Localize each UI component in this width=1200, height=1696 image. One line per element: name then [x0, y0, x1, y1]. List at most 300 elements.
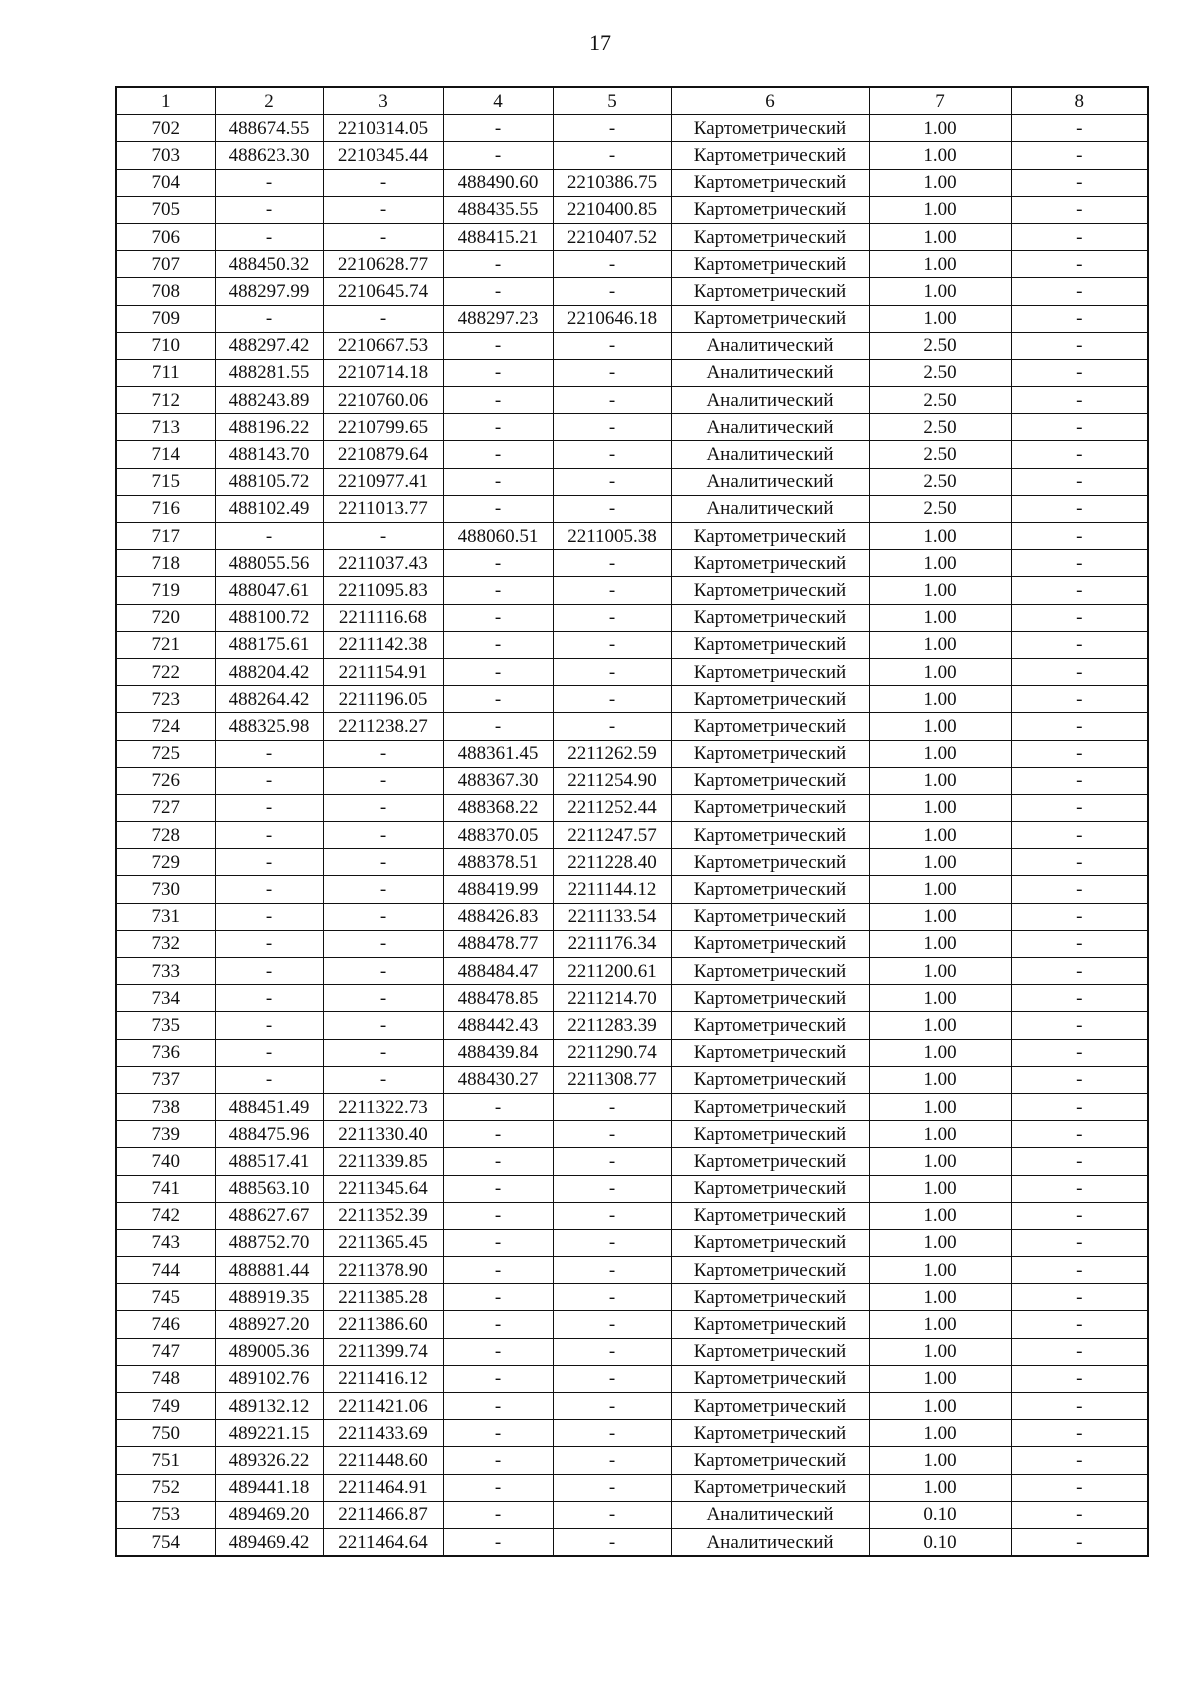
method-cell: Картометрический [671, 713, 869, 740]
y-coordinate-a-cell: 2210714.18 [323, 359, 443, 386]
method-cell: Картометрический [671, 142, 869, 169]
y-coordinate-b-cell: - [553, 1257, 671, 1284]
y-coordinate-b-cell: - [553, 658, 671, 685]
method-cell: Картометрический [671, 1039, 869, 1066]
y-coordinate-a-cell: 2211385.28 [323, 1284, 443, 1311]
y-coordinate-a-cell: - [323, 985, 443, 1012]
x-coordinate-a-cell: 488102.49 [215, 495, 323, 522]
x-coordinate-b-cell: - [443, 359, 553, 386]
table-row [116, 740, 1148, 767]
method-cell: Аналитический [671, 1528, 869, 1556]
method-cell: Картометрический [671, 196, 869, 223]
x-coordinate-b-cell: - [443, 1311, 553, 1338]
note-cell: - [1011, 495, 1148, 522]
note-cell: - [1011, 713, 1148, 740]
table-row [116, 876, 1148, 903]
method-cell: Картометрический [671, 1121, 869, 1148]
point-number-cell: 710 [116, 332, 215, 359]
x-coordinate-b-cell: - [443, 251, 553, 278]
method-cell: Картометрический [671, 1012, 869, 1039]
y-coordinate-a-cell: - [323, 223, 443, 250]
table-row [116, 550, 1148, 577]
note-cell: - [1011, 740, 1148, 767]
note-cell: - [1011, 930, 1148, 957]
table-row [116, 631, 1148, 658]
column-header-5: 5 [553, 87, 671, 115]
note-cell: - [1011, 305, 1148, 332]
accuracy-cell: 1.00 [869, 1121, 1011, 1148]
x-coordinate-a-cell: - [215, 196, 323, 223]
accuracy-cell: 1.00 [869, 1338, 1011, 1365]
table-row [116, 658, 1148, 685]
y-coordinate-a-cell: - [323, 849, 443, 876]
y-coordinate-a-cell: 2211466.87 [323, 1501, 443, 1528]
x-coordinate-b-cell: 488367.30 [443, 767, 553, 794]
x-coordinate-a-cell: 488297.42 [215, 332, 323, 359]
point-number-cell: 752 [116, 1474, 215, 1501]
table-row [116, 1365, 1148, 1392]
point-number-cell: 734 [116, 985, 215, 1012]
method-cell: Картометрический [671, 1202, 869, 1229]
note-cell: - [1011, 196, 1148, 223]
table-row [116, 196, 1148, 223]
column-header-4: 4 [443, 87, 553, 115]
method-cell: Картометрический [671, 1257, 869, 1284]
y-coordinate-b-cell: 2211214.70 [553, 985, 671, 1012]
table-row [116, 849, 1148, 876]
x-coordinate-a-cell: 488450.32 [215, 251, 323, 278]
point-number-cell: 746 [116, 1311, 215, 1338]
method-cell: Картометрический [671, 1311, 869, 1338]
y-coordinate-a-cell: - [323, 523, 443, 550]
x-coordinate-b-cell: - [443, 1501, 553, 1528]
y-coordinate-a-cell: - [323, 876, 443, 903]
accuracy-cell: 1.00 [869, 251, 1011, 278]
y-coordinate-b-cell: - [553, 387, 671, 414]
accuracy-cell: 1.00 [869, 577, 1011, 604]
point-number-cell: 724 [116, 713, 215, 740]
y-coordinate-a-cell: 2211345.64 [323, 1175, 443, 1202]
y-coordinate-b-cell: - [553, 1474, 671, 1501]
note-cell: - [1011, 1039, 1148, 1066]
point-number-cell: 733 [116, 958, 215, 985]
y-coordinate-b-cell: 2210646.18 [553, 305, 671, 332]
accuracy-cell: 1.00 [869, 1284, 1011, 1311]
y-coordinate-a-cell: 2211116.68 [323, 604, 443, 631]
y-coordinate-b-cell: - [553, 1121, 671, 1148]
table-row [116, 713, 1148, 740]
y-coordinate-a-cell: 2211095.83 [323, 577, 443, 604]
y-coordinate-b-cell: - [553, 1447, 671, 1474]
x-coordinate-a-cell: - [215, 822, 323, 849]
note-cell: - [1011, 1474, 1148, 1501]
y-coordinate-b-cell: 2211290.74 [553, 1039, 671, 1066]
x-coordinate-b-cell: - [443, 1229, 553, 1256]
y-coordinate-b-cell: - [553, 495, 671, 522]
y-coordinate-a-cell: 2211399.74 [323, 1338, 443, 1365]
method-cell: Картометрический [671, 849, 869, 876]
point-number-cell: 715 [116, 468, 215, 495]
table-row [116, 577, 1148, 604]
x-coordinate-a-cell: 489441.18 [215, 1474, 323, 1501]
accuracy-cell: 1.00 [869, 740, 1011, 767]
point-number-cell: 706 [116, 223, 215, 250]
note-cell: - [1011, 1528, 1148, 1556]
y-coordinate-b-cell: - [553, 1311, 671, 1338]
point-number-cell: 725 [116, 740, 215, 767]
point-number-cell: 754 [116, 1528, 215, 1556]
table-row [116, 305, 1148, 332]
point-number-cell: 721 [116, 631, 215, 658]
accuracy-cell: 1.00 [869, 713, 1011, 740]
y-coordinate-a-cell: - [323, 822, 443, 849]
table-row [116, 1121, 1148, 1148]
method-cell: Аналитический [671, 495, 869, 522]
method-cell: Картометрический [671, 631, 869, 658]
y-coordinate-b-cell: 2211308.77 [553, 1066, 671, 1093]
accuracy-cell: 1.00 [869, 1229, 1011, 1256]
y-coordinate-b-cell: - [553, 468, 671, 495]
x-coordinate-b-cell: - [443, 713, 553, 740]
x-coordinate-a-cell: 488105.72 [215, 468, 323, 495]
table-row [116, 1175, 1148, 1202]
point-number-cell: 718 [116, 550, 215, 577]
note-cell: - [1011, 387, 1148, 414]
accuracy-cell: 1.00 [869, 958, 1011, 985]
method-cell: Картометрический [671, 1447, 869, 1474]
accuracy-cell: 0.10 [869, 1528, 1011, 1556]
accuracy-cell: 1.00 [869, 223, 1011, 250]
note-cell: - [1011, 359, 1148, 386]
x-coordinate-a-cell: - [215, 169, 323, 196]
y-coordinate-a-cell: 2211238.27 [323, 713, 443, 740]
point-number-cell: 716 [116, 495, 215, 522]
y-coordinate-b-cell: - [553, 713, 671, 740]
x-coordinate-a-cell: - [215, 523, 323, 550]
y-coordinate-a-cell: 2211464.64 [323, 1528, 443, 1556]
table-row [116, 604, 1148, 631]
point-number-cell: 745 [116, 1284, 215, 1311]
note-cell: - [1011, 604, 1148, 631]
accuracy-cell: 1.00 [869, 1039, 1011, 1066]
note-cell: - [1011, 1501, 1148, 1528]
method-cell: Картометрический [671, 822, 869, 849]
x-coordinate-a-cell: 488623.30 [215, 142, 323, 169]
x-coordinate-a-cell: 488297.99 [215, 278, 323, 305]
accuracy-cell: 1.00 [869, 1474, 1011, 1501]
point-number-cell: 743 [116, 1229, 215, 1256]
x-coordinate-b-cell: - [443, 115, 553, 142]
table-row [116, 1039, 1148, 1066]
y-coordinate-a-cell: - [323, 169, 443, 196]
table-row [116, 523, 1148, 550]
note-cell: - [1011, 142, 1148, 169]
x-coordinate-a-cell: 488325.98 [215, 713, 323, 740]
x-coordinate-b-cell: - [443, 550, 553, 577]
y-coordinate-a-cell: 2211433.69 [323, 1420, 443, 1447]
x-coordinate-b-cell: - [443, 332, 553, 359]
column-header-3: 3 [323, 87, 443, 115]
accuracy-cell: 2.50 [869, 468, 1011, 495]
y-coordinate-a-cell: 2211196.05 [323, 686, 443, 713]
table-row [116, 1202, 1148, 1229]
x-coordinate-a-cell: - [215, 985, 323, 1012]
table-row [116, 1393, 1148, 1420]
x-coordinate-a-cell: 489469.20 [215, 1501, 323, 1528]
accuracy-cell: 1.00 [869, 903, 1011, 930]
y-coordinate-a-cell: 2211330.40 [323, 1121, 443, 1148]
x-coordinate-b-cell: - [443, 1474, 553, 1501]
note-cell: - [1011, 876, 1148, 903]
table-row [116, 1474, 1148, 1501]
method-cell: Аналитический [671, 468, 869, 495]
y-coordinate-a-cell: 2210879.64 [323, 441, 443, 468]
x-coordinate-a-cell: 488175.61 [215, 631, 323, 658]
x-coordinate-b-cell: 488490.60 [443, 169, 553, 196]
accuracy-cell: 1.00 [869, 1257, 1011, 1284]
x-coordinate-b-cell: 488060.51 [443, 523, 553, 550]
note-cell: - [1011, 658, 1148, 685]
x-coordinate-a-cell: - [215, 1039, 323, 1066]
column-header-2: 2 [215, 87, 323, 115]
point-number-cell: 732 [116, 930, 215, 957]
accuracy-cell: 1.00 [869, 658, 1011, 685]
y-coordinate-a-cell: - [323, 794, 443, 821]
x-coordinate-a-cell: 488281.55 [215, 359, 323, 386]
x-coordinate-a-cell: 488627.67 [215, 1202, 323, 1229]
x-coordinate-b-cell: - [443, 1202, 553, 1229]
method-cell: Картометрический [671, 1365, 869, 1392]
y-coordinate-b-cell: 2211133.54 [553, 903, 671, 930]
x-coordinate-a-cell: 489132.12 [215, 1393, 323, 1420]
accuracy-cell: 1.00 [869, 1148, 1011, 1175]
note-cell: - [1011, 686, 1148, 713]
y-coordinate-a-cell: 2211421.06 [323, 1393, 443, 1420]
table-row [116, 1528, 1148, 1556]
method-cell: Картометрический [671, 251, 869, 278]
method-cell: Картометрический [671, 1393, 869, 1420]
y-coordinate-b-cell: 2211005.38 [553, 523, 671, 550]
x-coordinate-a-cell: 488517.41 [215, 1148, 323, 1175]
x-coordinate-b-cell: - [443, 1148, 553, 1175]
note-cell: - [1011, 822, 1148, 849]
table-row [116, 1257, 1148, 1284]
accuracy-cell: 2.50 [869, 359, 1011, 386]
y-coordinate-a-cell: 2210345.44 [323, 142, 443, 169]
table-row [116, 822, 1148, 849]
method-cell: Картометрический [671, 686, 869, 713]
y-coordinate-b-cell: - [553, 1338, 671, 1365]
y-coordinate-b-cell: - [553, 251, 671, 278]
note-cell: - [1011, 1311, 1148, 1338]
table-row [116, 767, 1148, 794]
method-cell: Картометрический [671, 305, 869, 332]
point-number-cell: 737 [116, 1066, 215, 1093]
x-coordinate-b-cell: 488419.99 [443, 876, 553, 903]
method-cell: Картометрический [671, 1148, 869, 1175]
x-coordinate-b-cell: 488478.85 [443, 985, 553, 1012]
accuracy-cell: 2.50 [869, 414, 1011, 441]
table-row [116, 278, 1148, 305]
y-coordinate-a-cell: 2211448.60 [323, 1447, 443, 1474]
y-coordinate-b-cell: 2210386.75 [553, 169, 671, 196]
note-cell: - [1011, 1338, 1148, 1365]
method-cell: Аналитический [671, 441, 869, 468]
method-cell: Аналитический [671, 1501, 869, 1528]
note-cell: - [1011, 523, 1148, 550]
accuracy-cell: 1.00 [869, 305, 1011, 332]
accuracy-cell: 2.50 [869, 495, 1011, 522]
note-cell: - [1011, 1012, 1148, 1039]
accuracy-cell: 1.00 [869, 1420, 1011, 1447]
point-number-cell: 728 [116, 822, 215, 849]
column-header-6: 6 [671, 87, 869, 115]
accuracy-cell: 1.00 [869, 686, 1011, 713]
accuracy-cell: 1.00 [869, 876, 1011, 903]
x-coordinate-a-cell: - [215, 305, 323, 332]
table-row [116, 1420, 1148, 1447]
y-coordinate-b-cell: 2211283.39 [553, 1012, 671, 1039]
method-cell: Картометрический [671, 903, 869, 930]
y-coordinate-b-cell: - [553, 1093, 671, 1120]
y-coordinate-b-cell: 2210407.52 [553, 223, 671, 250]
x-coordinate-a-cell: - [215, 849, 323, 876]
x-coordinate-b-cell: - [443, 495, 553, 522]
y-coordinate-b-cell: - [553, 142, 671, 169]
x-coordinate-a-cell: - [215, 930, 323, 957]
note-cell: - [1011, 767, 1148, 794]
point-number-cell: 709 [116, 305, 215, 332]
point-number-cell: 711 [116, 359, 215, 386]
x-coordinate-b-cell: - [443, 414, 553, 441]
x-coordinate-a-cell: 488196.22 [215, 414, 323, 441]
accuracy-cell: 1.00 [869, 930, 1011, 957]
accuracy-cell: 1.00 [869, 767, 1011, 794]
point-number-cell: 750 [116, 1420, 215, 1447]
note-cell: - [1011, 958, 1148, 985]
point-number-cell: 741 [116, 1175, 215, 1202]
method-cell: Картометрический [671, 223, 869, 250]
y-coordinate-b-cell: - [553, 1393, 671, 1420]
table-row [116, 414, 1148, 441]
note-cell: - [1011, 631, 1148, 658]
point-number-cell: 705 [116, 196, 215, 223]
y-coordinate-a-cell: - [323, 903, 443, 930]
y-coordinate-a-cell: - [323, 740, 443, 767]
method-cell: Картометрический [671, 794, 869, 821]
x-coordinate-a-cell: 488919.35 [215, 1284, 323, 1311]
point-number-cell: 747 [116, 1338, 215, 1365]
point-number-cell: 738 [116, 1093, 215, 1120]
y-coordinate-a-cell: 2211386.60 [323, 1311, 443, 1338]
y-coordinate-a-cell: - [323, 930, 443, 957]
table-row [116, 1066, 1148, 1093]
point-number-cell: 719 [116, 577, 215, 604]
point-number-cell: 726 [116, 767, 215, 794]
method-cell: Картометрический [671, 1474, 869, 1501]
point-number-cell: 751 [116, 1447, 215, 1474]
y-coordinate-b-cell: - [553, 278, 671, 305]
accuracy-cell: 2.50 [869, 387, 1011, 414]
note-cell: - [1011, 332, 1148, 359]
note-cell: - [1011, 223, 1148, 250]
table-row [116, 359, 1148, 386]
point-number-cell: 753 [116, 1501, 215, 1528]
point-number-cell: 720 [116, 604, 215, 631]
x-coordinate-b-cell: 488368.22 [443, 794, 553, 821]
point-number-cell: 735 [116, 1012, 215, 1039]
point-number-cell: 731 [116, 903, 215, 930]
x-coordinate-b-cell: - [443, 387, 553, 414]
y-coordinate-a-cell: - [323, 305, 443, 332]
point-number-cell: 713 [116, 414, 215, 441]
table-row [116, 1447, 1148, 1474]
table-row [116, 1012, 1148, 1039]
table-row [116, 223, 1148, 250]
x-coordinate-a-cell: - [215, 1012, 323, 1039]
method-cell: Картометрический [671, 115, 869, 142]
method-cell: Картометрический [671, 523, 869, 550]
x-coordinate-b-cell: 488478.77 [443, 930, 553, 957]
accuracy-cell: 1.00 [869, 849, 1011, 876]
accuracy-cell: 1.00 [869, 196, 1011, 223]
x-coordinate-b-cell: - [443, 1093, 553, 1120]
note-cell: - [1011, 903, 1148, 930]
x-coordinate-b-cell: - [443, 1121, 553, 1148]
y-coordinate-a-cell: 2211154.91 [323, 658, 443, 685]
column-header-7: 7 [869, 87, 1011, 115]
point-number-cell: 749 [116, 1393, 215, 1420]
x-coordinate-b-cell: 488484.47 [443, 958, 553, 985]
x-coordinate-b-cell: 488426.83 [443, 903, 553, 930]
table-row [116, 1501, 1148, 1528]
x-coordinate-a-cell: 488927.20 [215, 1311, 323, 1338]
accuracy-cell: 1.00 [869, 794, 1011, 821]
x-coordinate-a-cell: 489469.42 [215, 1528, 323, 1556]
point-number-cell: 712 [116, 387, 215, 414]
accuracy-cell: 1.00 [869, 142, 1011, 169]
method-cell: Картометрический [671, 1229, 869, 1256]
method-cell: Картометрический [671, 550, 869, 577]
y-coordinate-b-cell: - [553, 550, 671, 577]
table-row [116, 686, 1148, 713]
table-row [116, 958, 1148, 985]
x-coordinate-a-cell: 488674.55 [215, 115, 323, 142]
x-coordinate-b-cell: - [443, 1175, 553, 1202]
table-row [116, 441, 1148, 468]
point-number-cell: 723 [116, 686, 215, 713]
method-cell: Картометрический [671, 930, 869, 957]
note-cell: - [1011, 794, 1148, 821]
y-coordinate-b-cell: - [553, 1202, 671, 1229]
point-number-cell: 736 [116, 1039, 215, 1066]
x-coordinate-b-cell: - [443, 1420, 553, 1447]
note-cell: - [1011, 1229, 1148, 1256]
method-cell: Картометрический [671, 604, 869, 631]
x-coordinate-a-cell: - [215, 223, 323, 250]
point-number-cell: 703 [116, 142, 215, 169]
x-coordinate-b-cell: - [443, 1447, 553, 1474]
x-coordinate-a-cell: 488100.72 [215, 604, 323, 631]
y-coordinate-b-cell: 2211176.34 [553, 930, 671, 957]
y-coordinate-b-cell: - [553, 631, 671, 658]
y-coordinate-b-cell: 2211262.59 [553, 740, 671, 767]
y-coordinate-a-cell: - [323, 1012, 443, 1039]
y-coordinate-a-cell: 2210667.53 [323, 332, 443, 359]
method-cell: Картометрический [671, 278, 869, 305]
y-coordinate-b-cell: - [553, 332, 671, 359]
table-row [116, 1148, 1148, 1175]
